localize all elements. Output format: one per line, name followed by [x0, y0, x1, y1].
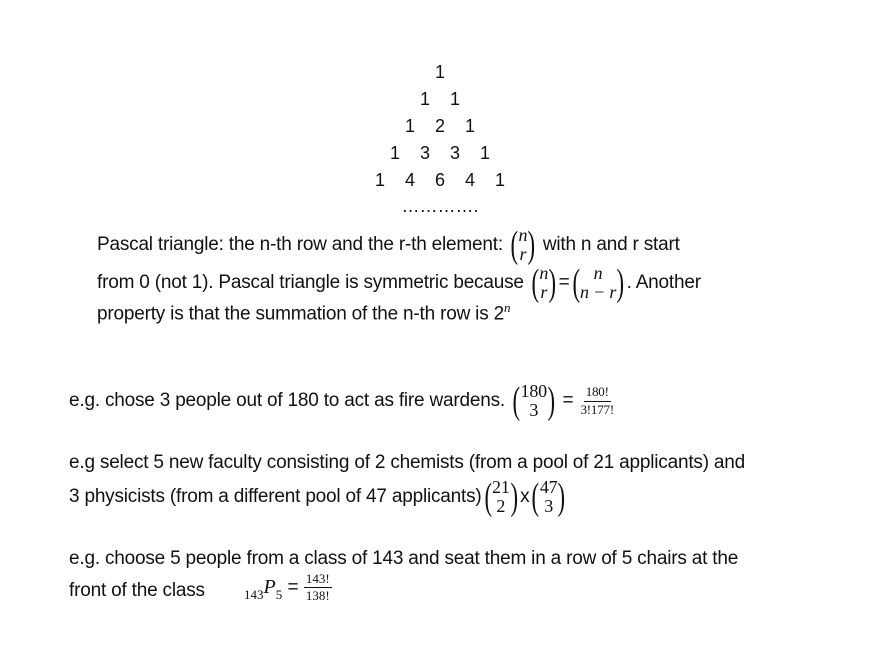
- equals-sign: =: [557, 390, 579, 412]
- binomial-n-r: ( n r ): [510, 224, 536, 266]
- binomial-180-3: ( 180 3 ): [512, 380, 555, 422]
- text: e.g. chose 3 people out of 180 to act as fire wardens.: [69, 390, 511, 412]
- triangle-cell: 1: [404, 116, 415, 136]
- description-line-1: [97, 226, 680, 264]
- binomial-n-r: ( n r ): [531, 262, 557, 304]
- binom-top: n: [539, 263, 549, 284]
- triangle-cell: 1: [464, 116, 475, 136]
- equals-sign: =: [558, 272, 570, 294]
- denominator: 3!177!: [580, 401, 614, 417]
- text: 3 physicists (from a different pool of 47 applicants): [69, 486, 482, 508]
- text: property is that the summation of the n-th row is 2: [97, 303, 504, 325]
- binom-bottom: n − r: [579, 282, 617, 302]
- triangle-row-0: [0, 62, 880, 83]
- triangle-cell: 1: [449, 89, 460, 109]
- binom-top: n: [593, 263, 603, 284]
- example-fire-wardens: [69, 382, 616, 420]
- equals-sign: =: [282, 576, 304, 598]
- text: Pascal triangle: the n-th row and the r-th element:: [97, 234, 508, 256]
- text: front of the class: [69, 580, 205, 601]
- example-seating-line-1: e.g. choose 5 people from a class of 143 and seat them in a row of 5 chairs at the: [69, 548, 739, 569]
- triangle-cell: 3: [419, 143, 430, 163]
- perm-symbol: P: [263, 576, 276, 599]
- triangle-cell: 1: [419, 89, 430, 109]
- binom-bottom: r: [540, 282, 548, 302]
- triangle-cell: 1: [374, 170, 385, 190]
- perm-n: 143: [244, 586, 264, 602]
- numerator: 180!: [584, 385, 611, 401]
- description-line-2: [97, 264, 701, 302]
- example-seating-line-2: [69, 580, 205, 602]
- binomial-47-3: ( 47 3 ): [531, 476, 566, 518]
- text: . Another: [626, 272, 701, 294]
- triangle-row-2: [0, 116, 880, 137]
- triangle-row-4: [0, 170, 880, 191]
- triangle-ellipsis: ………….: [401, 196, 479, 216]
- triangle-cell: 1: [479, 143, 490, 163]
- triangle-cell: 4: [464, 170, 475, 190]
- text: with n and r start: [537, 234, 680, 256]
- text: from 0 (not 1). Pascal triangle is symmetric because: [97, 272, 529, 294]
- binom-bottom: 2: [496, 496, 506, 516]
- example-faculty-line-2: [69, 478, 568, 516]
- triangle-cell: 1: [434, 62, 445, 82]
- binom-top: n: [518, 225, 528, 246]
- exponent: n: [503, 300, 511, 315]
- perm-r: 5: [275, 586, 283, 602]
- triangle-cell: 6: [434, 170, 445, 190]
- triangle-cell: 2: [434, 116, 445, 136]
- binom-bottom: 3: [544, 496, 554, 516]
- binomial-21-2: ( 21 2 ): [484, 476, 518, 518]
- triangle-cell: 4: [404, 170, 415, 190]
- triangle-cell: 3: [449, 143, 460, 163]
- permutation-formula: [244, 572, 332, 604]
- triangle-row-3: [0, 143, 880, 164]
- binom-top: 47: [539, 477, 558, 498]
- binomial-n-n-minus-r: ( n n − r ): [571, 262, 625, 304]
- description-line-3: [97, 300, 510, 325]
- binom-top: 21: [492, 477, 510, 498]
- denominator: 138!: [305, 588, 330, 604]
- fraction: [578, 385, 615, 417]
- triangle-cell: 1: [389, 143, 400, 163]
- triangle-cell: 1: [494, 170, 505, 190]
- fraction: [304, 572, 332, 604]
- binom-top: 180: [520, 381, 547, 402]
- triangle-row-1: [0, 89, 880, 110]
- binom-bottom: r: [519, 244, 527, 264]
- numerator: 143!: [304, 572, 332, 588]
- example-faculty-line-1: e.g select 5 new faculty consisting of 2 chemists (from a pool of 21 applicants) and: [69, 452, 746, 473]
- times-sign: x: [520, 486, 530, 508]
- binom-bottom: 3: [529, 400, 539, 420]
